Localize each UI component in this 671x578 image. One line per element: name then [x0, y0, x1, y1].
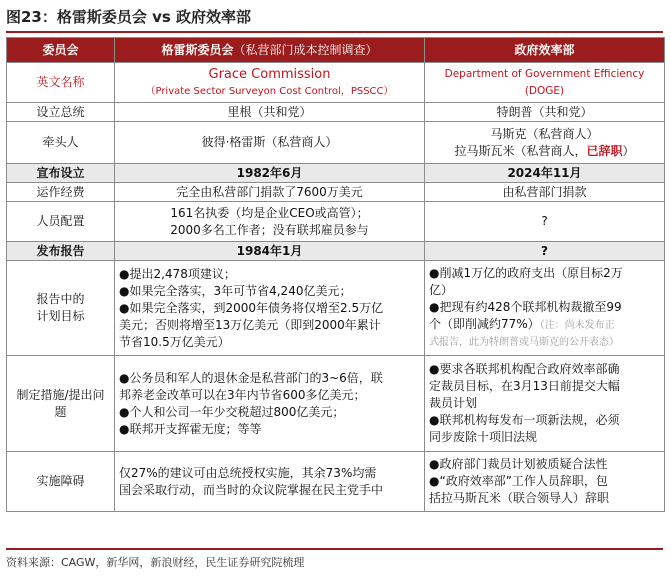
- grace-english-name: [115, 63, 425, 103]
- header-grace: [115, 38, 425, 63]
- grace-measures: [115, 356, 425, 452]
- label-plan: [7, 261, 115, 356]
- label-lead: 牵头人: [7, 122, 115, 164]
- grace-measures-line-1: ●公务员和军人的退休金是私营部门的3~6倍，联: [119, 370, 383, 385]
- doge-obstacles-line-1: ●政府部门裁员计划被质疑合法性: [429, 457, 608, 471]
- doge-measures-line-1: ●要求各联邦机构配合政府效率部确: [429, 362, 620, 376]
- header-committee: 委员会: [7, 38, 115, 63]
- row-plan: [7, 261, 665, 356]
- grace-staff-line-1: 161名执委（均是企业CEO或高管）；: [170, 205, 369, 220]
- header-row: [7, 38, 665, 63]
- doge-announce: 2024年11月: [425, 164, 665, 183]
- row-measures: [7, 356, 665, 452]
- grace-measures-line-2: 邦养老金改革可以在3年内节省600多亿美元；: [119, 387, 366, 402]
- doge-report: ?: [425, 242, 665, 261]
- doge-plan-line-1: ●削减1万亿的政府支出（原目标2万: [429, 266, 623, 280]
- label-staff: 人员配置: [7, 202, 115, 242]
- row-report: [7, 242, 665, 261]
- row-lead: [7, 122, 665, 164]
- label-report: 发布报告: [7, 242, 115, 261]
- doge-lead: [425, 122, 665, 164]
- bottom-rule: [6, 548, 663, 550]
- doge-lead-musk: 马斯克（私营商人）: [490, 126, 599, 141]
- grace-staff-line-2: 2000多名工作者；没有联邦雇员参与: [170, 222, 369, 237]
- grace-measures-line-4: ●联邦开支挥霍无度；等等: [119, 421, 262, 436]
- doge-plan-note-1: （注：尚未发布正: [539, 320, 615, 331]
- row-founder: [7, 103, 665, 122]
- header-grace-sub: （私营部门成本控制调查）: [233, 42, 378, 57]
- doge-obstacles-line-3: 括拉马斯瓦米（联合领导人）辞职: [429, 491, 610, 505]
- resigned-tag: 已辞职: [586, 143, 623, 158]
- doge-english-sub: (DOGE): [524, 84, 565, 97]
- figure-title: 图23：格雷斯委员会 vs 政府效率部: [6, 8, 252, 26]
- label-founder: 设立总统: [7, 103, 115, 122]
- doge-plan: [425, 261, 665, 356]
- row-english-name: [7, 63, 665, 103]
- grace-measures-line-3: ●个人和公司一年少交税超过800亿美元；: [119, 404, 345, 419]
- grace-plan-line-3: ●如果完全落实，到2000年债务将仅增至2.5万亿: [119, 300, 384, 315]
- grace-staff: [115, 202, 425, 242]
- doge-english-main: Department of Government Efficiency: [444, 67, 645, 80]
- header-grace-main: 格雷斯委员会: [161, 42, 234, 57]
- grace-founder: 里根（共和党）: [115, 103, 425, 122]
- doge-plan-line-4-text: 个（即削减约77%）: [429, 317, 540, 331]
- doge-staff: ?: [425, 202, 665, 242]
- doge-measures-line-2: 定裁员目标，在3月13日前提交大幅: [429, 379, 620, 393]
- doge-lead-ramaswamy: [429, 143, 660, 160]
- doge-english-name: [425, 63, 665, 103]
- doge-plan-line-3: ●把现有约428个联邦机构裁撤至99: [429, 300, 622, 314]
- doge-founder: 特朗普（共和党）: [425, 103, 665, 122]
- label-obstacles: 实施障碍: [7, 452, 115, 512]
- label-announce: 宣布设立: [7, 164, 115, 183]
- doge-plan-line-4: [429, 316, 660, 334]
- grace-lead: 彼得·格雷斯（私营商人）: [115, 122, 425, 164]
- doge-funding: 由私营部门捐款: [425, 183, 665, 202]
- doge-obstacles: [425, 452, 665, 512]
- doge-measures-line-4: ●联邦机构每发布一项新法规，必须: [429, 413, 620, 427]
- grace-plan: [115, 261, 425, 356]
- comparison-table: [6, 37, 665, 512]
- label-measures-line-1: 制定措施/提出问: [16, 387, 105, 402]
- header-doge: 政府效率部: [425, 38, 665, 63]
- grace-obstacles-line-2: 国会采取行动，而当时的众议院掌握在民主党手中: [119, 482, 384, 497]
- label-funding: 运作经费: [7, 183, 115, 202]
- label-plan-line-2: 计划目标: [36, 309, 85, 323]
- label-plan-line-1: 报告中的: [36, 292, 85, 306]
- grace-funding: 完全由私营部门捐款了7600万美元: [115, 183, 425, 202]
- grace-plan-line-5: 节省10.5万亿美元）: [119, 334, 230, 349]
- label-english-name: 英文名称: [7, 63, 115, 103]
- source-note: 资料来源：CAGW，新华网，新浪财经，民生证券研究院梳理: [6, 556, 305, 569]
- grace-announce: 1982年6月: [115, 164, 425, 183]
- doge-lead-close: ）: [622, 143, 635, 158]
- row-staff: [7, 202, 665, 242]
- title-rule-top: [6, 31, 663, 33]
- grace-obstacles-line-1: 仅27%的建议可由总统授权实施，其余73%均需: [119, 465, 377, 480]
- doge-plan-line-2: 亿）: [429, 283, 454, 297]
- doge-plan-note-2: 式报告，此为特朗普或马斯克的公开表态）: [429, 337, 619, 348]
- label-measures-line-2: 题: [54, 404, 67, 419]
- doge-measures-line-3: 裁员计划: [429, 396, 478, 410]
- grace-obstacles: [115, 452, 425, 512]
- grace-plan-line-1: ●提出2,478项建议；: [119, 266, 236, 281]
- row-funding: [7, 183, 665, 202]
- doge-obstacles-line-2: ●“政府效率部”工作人员辞职，包: [429, 474, 608, 488]
- row-announce: [7, 164, 665, 183]
- row-obstacles: [7, 452, 665, 512]
- grace-report: 1984年1月: [115, 242, 425, 261]
- doge-measures: [425, 356, 665, 452]
- grace-english-main: Grace Commission: [208, 66, 331, 82]
- grace-english-sub: （Private Sector Surveyon Cost Control，PSSCC）: [145, 85, 394, 97]
- grace-plan-line-2: ●如果完全落实，3年可节省4,240亿美元；: [119, 283, 352, 298]
- doge-measures-line-5: 同步废除十项旧法规: [429, 430, 538, 444]
- doge-lead-ramaswamy-text: 拉马斯瓦米（私营商人，: [454, 143, 587, 158]
- grace-plan-line-4: 美元；否则将增至13万亿美元（即到2000年累计: [119, 317, 381, 332]
- label-measures: [7, 356, 115, 452]
